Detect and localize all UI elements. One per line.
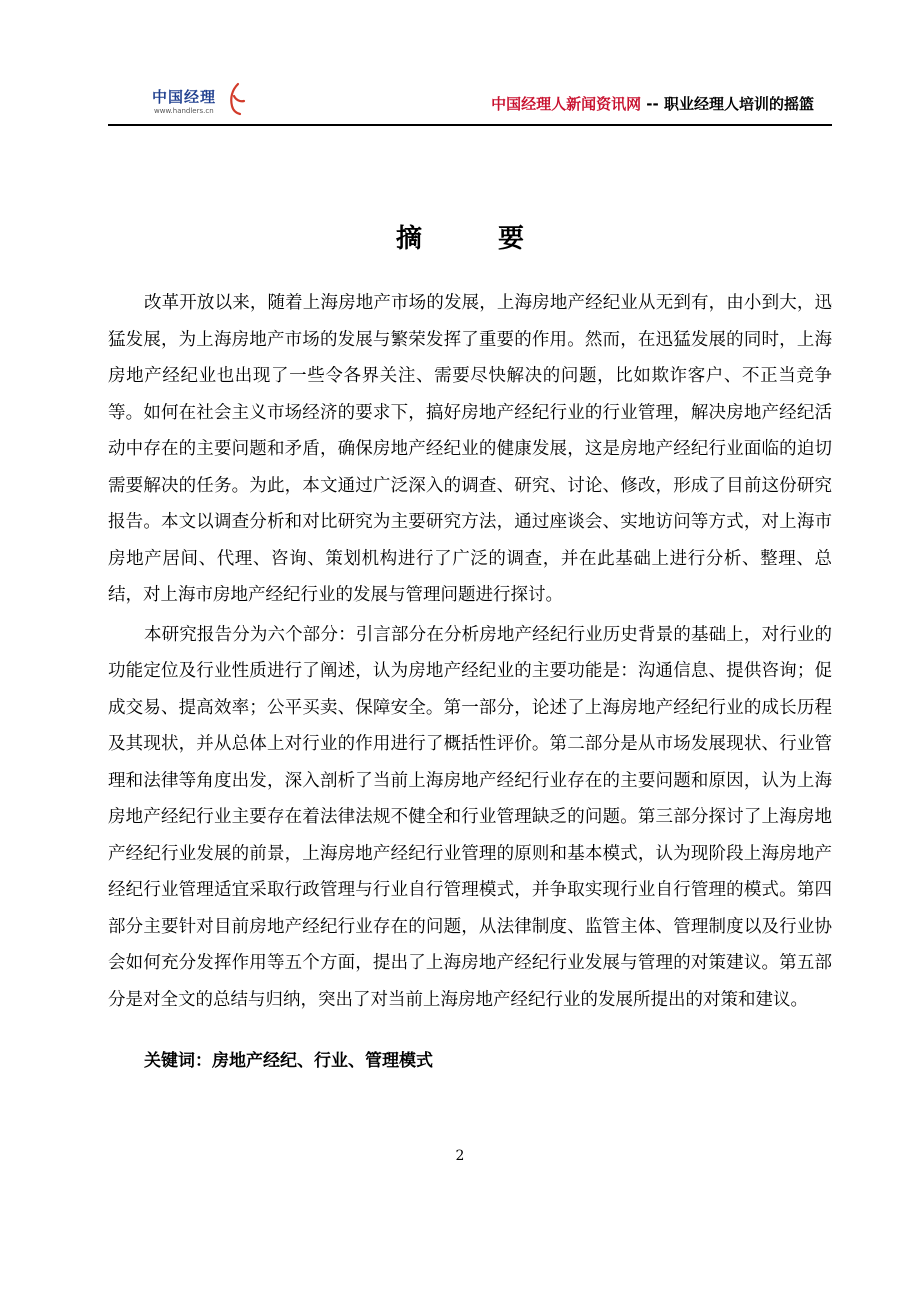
- logo-swoosh-icon: [224, 82, 246, 116]
- page-title: [0, 218, 920, 255]
- keywords-line: 关键词：房地产经纪、行业、管理模式: [144, 1051, 433, 1071]
- abstract-paragraph-1: 改革开放以来，随着上海房地产市场的发展，上海房地产经纪业从无到有，由小到大，迅猛发展，为上海房地产市场的发展与繁荣发挥了重要的作用。然而，在迅猛发展的同时，上海房地产经纪业也出现了一些令各界关注、需要尽快解决的问题，比如欺诈客户、不正当竞争等。如何在社会主义市场经济的要求下，搞好房地产经纪行业的行业管理，解决房地产经纪活动中存在的主要问题和矛盾，确保房地产经纪业的健康发展，这是房地产经纪行业面临的迫切需要解决的任务。为此，本文通过广泛深入的调查、研究、讨论、修改，形成了目前这份研究报告。本文以调查分析和对比研究为主要研究方法，通过座谈会、实地访问等方式，对上海市房地产居间、代理、咨询、策划机构进行了广泛的调查，并在此基础上进行分析、整理、总结，对上海市房地产经纪行业的发展与管理问题进行探讨。: [108, 293, 832, 605]
- page-header: [108, 78, 832, 126]
- title-char-2: 要: [498, 224, 525, 254]
- slogan-site-name: 中国经理人新闻资讯网: [491, 95, 642, 113]
- logo-url: www.handlers.cn: [154, 107, 214, 115]
- abstract-paragraph-2: 本研究报告分为六个部分：引言部分在分析房地产经纪行业历史背景的基础上，对行业的功能定位及行业性质进行了阐述，认为房地产经纪业的主要功能是：沟通信息、提供咨询；促成交易、提高效率；公平买卖、保障安全。第一部分，论述了上海房地产经纪行业的成长历程及其现状，并从总体上对行业的作用进行了概括性评价。第二部分是从市场发展现状、行业管理和法律等角度出发，深入剖析了当前上海房地产经纪行业存在的主要问题和原因，认为上海房地产经纪行业主要存在着法律法规不健全和行业管理缺乏的问题。第三部分探讨了上海房地产经纪行业发展的前景，上海房地产经纪行业管理的原则和基本模式，认为现阶段上海房地产经纪行业管理适宜采取行政管理与行业自行管理模式，并争取实现行业自行管理的模式。第四部分主要针对目前房地产经纪行业存在的问题，从法律制度、监管主体、管理制度以及行业协会如何充分发挥作用等五个方面，提出了上海房地产经纪行业发展与管理的对策建议。第五部分是对全文的总结与归纳，突出了对当前上海房地产经纪行业的发展所提出的对策和建议。: [108, 624, 832, 1010]
- logo-text: 中国经理: [152, 88, 217, 106]
- header-slogan: [491, 93, 814, 114]
- slogan-separator: --: [641, 95, 664, 113]
- title-char-1: 摘: [395, 224, 422, 254]
- page-number: 2: [455, 1148, 465, 1164]
- company-logo: [152, 86, 272, 120]
- abstract-body: [108, 285, 832, 1021]
- slogan-tagline: 职业经理人培训的摇篮: [663, 95, 814, 113]
